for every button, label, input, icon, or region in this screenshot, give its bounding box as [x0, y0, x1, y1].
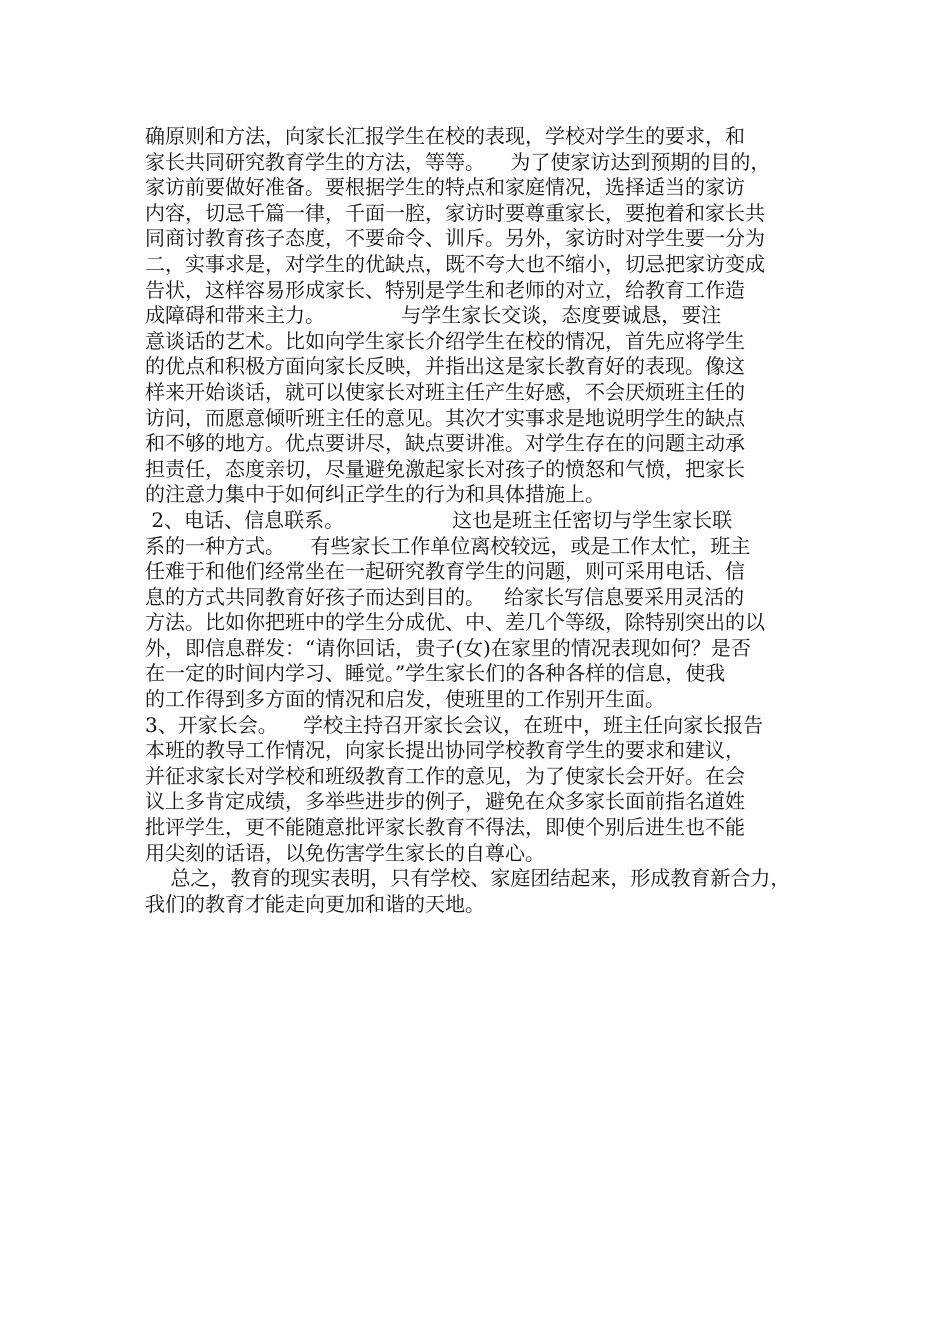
text-line: 息的方式共同教育好孩子而达到目的。 给家长写信息要采用灵活的	[145, 584, 745, 609]
text-line: 确原则和方法，向家长汇报学生在校的表现，学校对学生的要求，和	[145, 124, 745, 148]
text-line: 内容，切忌千篇一律，千面一腔，家访时要尊重家长，要抱着和家长共	[145, 200, 765, 225]
text-line: 同商讨教育孩子态度，不要命令、训斥。另外，家访时对学生要一分为	[145, 226, 765, 251]
text-line: 3、开家长会。 学校主持召开家长会议，在班中，班主任向家长报告	[145, 712, 764, 737]
text-line: 总之，教育的现实表明，只有学校、家庭团结起来，形成教育新合力，	[145, 866, 791, 891]
text-line: 成障碍和带来主力。 与学生家长交谈，态度要诚恳，要注	[145, 303, 722, 328]
text-line: 外，即信息群发：“请你回话，贵子(女)在家里的情况表现如何？是否	[145, 635, 751, 660]
text-line: 的工作得到多方面的情况和启发，使班里的工作别开生面。	[145, 687, 665, 712]
text-line: 样来开始谈话，就可以使家长对班主任产生好感，不会厌烦班主任的	[145, 379, 745, 404]
text-line: 批评学生，更不能随意批评家长教育不得法，即使个别后进生也不能	[145, 815, 745, 840]
text-line: 系的一种方式。 有些家长工作单位离校较远，或是工作太忙，班主	[145, 533, 751, 558]
text-line: 担责任，态度亲切，尽量避免激起家长对孩子的愤怒和气愤，把家长	[145, 456, 745, 481]
text-line: 二，实事求是，对学生的优缺点，既不夸大也不缩小，切忌把家访变成	[145, 251, 765, 276]
text-line: 家访前要做好准备。要根据学生的特点和家庭情况，选择适当的家访	[145, 175, 745, 200]
text-line: 家长共同研究教育学生的方法，等等。 为了使家访达到预期的目的，	[145, 149, 771, 174]
text-line: 和不够的地方。优点要讲尽，缺点要讲准。对学生存在的问题主动承	[145, 431, 745, 456]
text-line: 任难于和他们经常坐在一起研究教育学生的问题，则可采用电话、信	[145, 559, 745, 584]
text-line: 并征求家长对学校和班级教育工作的意见，为了使家长会开好。在会	[145, 763, 745, 788]
body-text	[145, 124, 817, 917]
text-line: 用尖刻的话语，以免伤害学生家长的自尊心。	[145, 840, 545, 865]
text-line: 我们的教育才能走向更加和谐的天地。	[145, 891, 485, 916]
text-line: 方法。比如你把班中的学生分成优、中、差几个等级，除特别突出的以	[145, 610, 765, 635]
text-line: 本班的教导工作情况，向家长提出协同学校教育学生的要求和建议，	[145, 738, 745, 763]
text-line: 在一定的时间内学习、睡觉。”学生家长们的各种各样的信息，使我	[145, 661, 726, 686]
text-line: 的注意力集中于如何纠正学生的行为和具体措施上。	[145, 482, 605, 507]
text-line: 议上多肯定成绩，多举些进步的例子，避免在众多家长面前指名道姓	[145, 789, 745, 814]
text-line: 的优点和积极方面向家长反映，并指出这是家长教育好的表现。像这	[145, 354, 745, 379]
text-line: 2、电话、信息联系。 这也是班主任密切与学生家长联	[145, 507, 733, 532]
text-line: 意谈话的艺术。比如向学生家长介绍学生在校的情况，首先应将学生	[145, 328, 745, 353]
text-line: 访问，而愿意倾听班主任的意见。其次才实事求是地说明学生的缺点	[145, 405, 745, 430]
text-line: 告状，这样容易形成家长、特别是学生和老师的对立，给教育工作造	[145, 277, 745, 302]
